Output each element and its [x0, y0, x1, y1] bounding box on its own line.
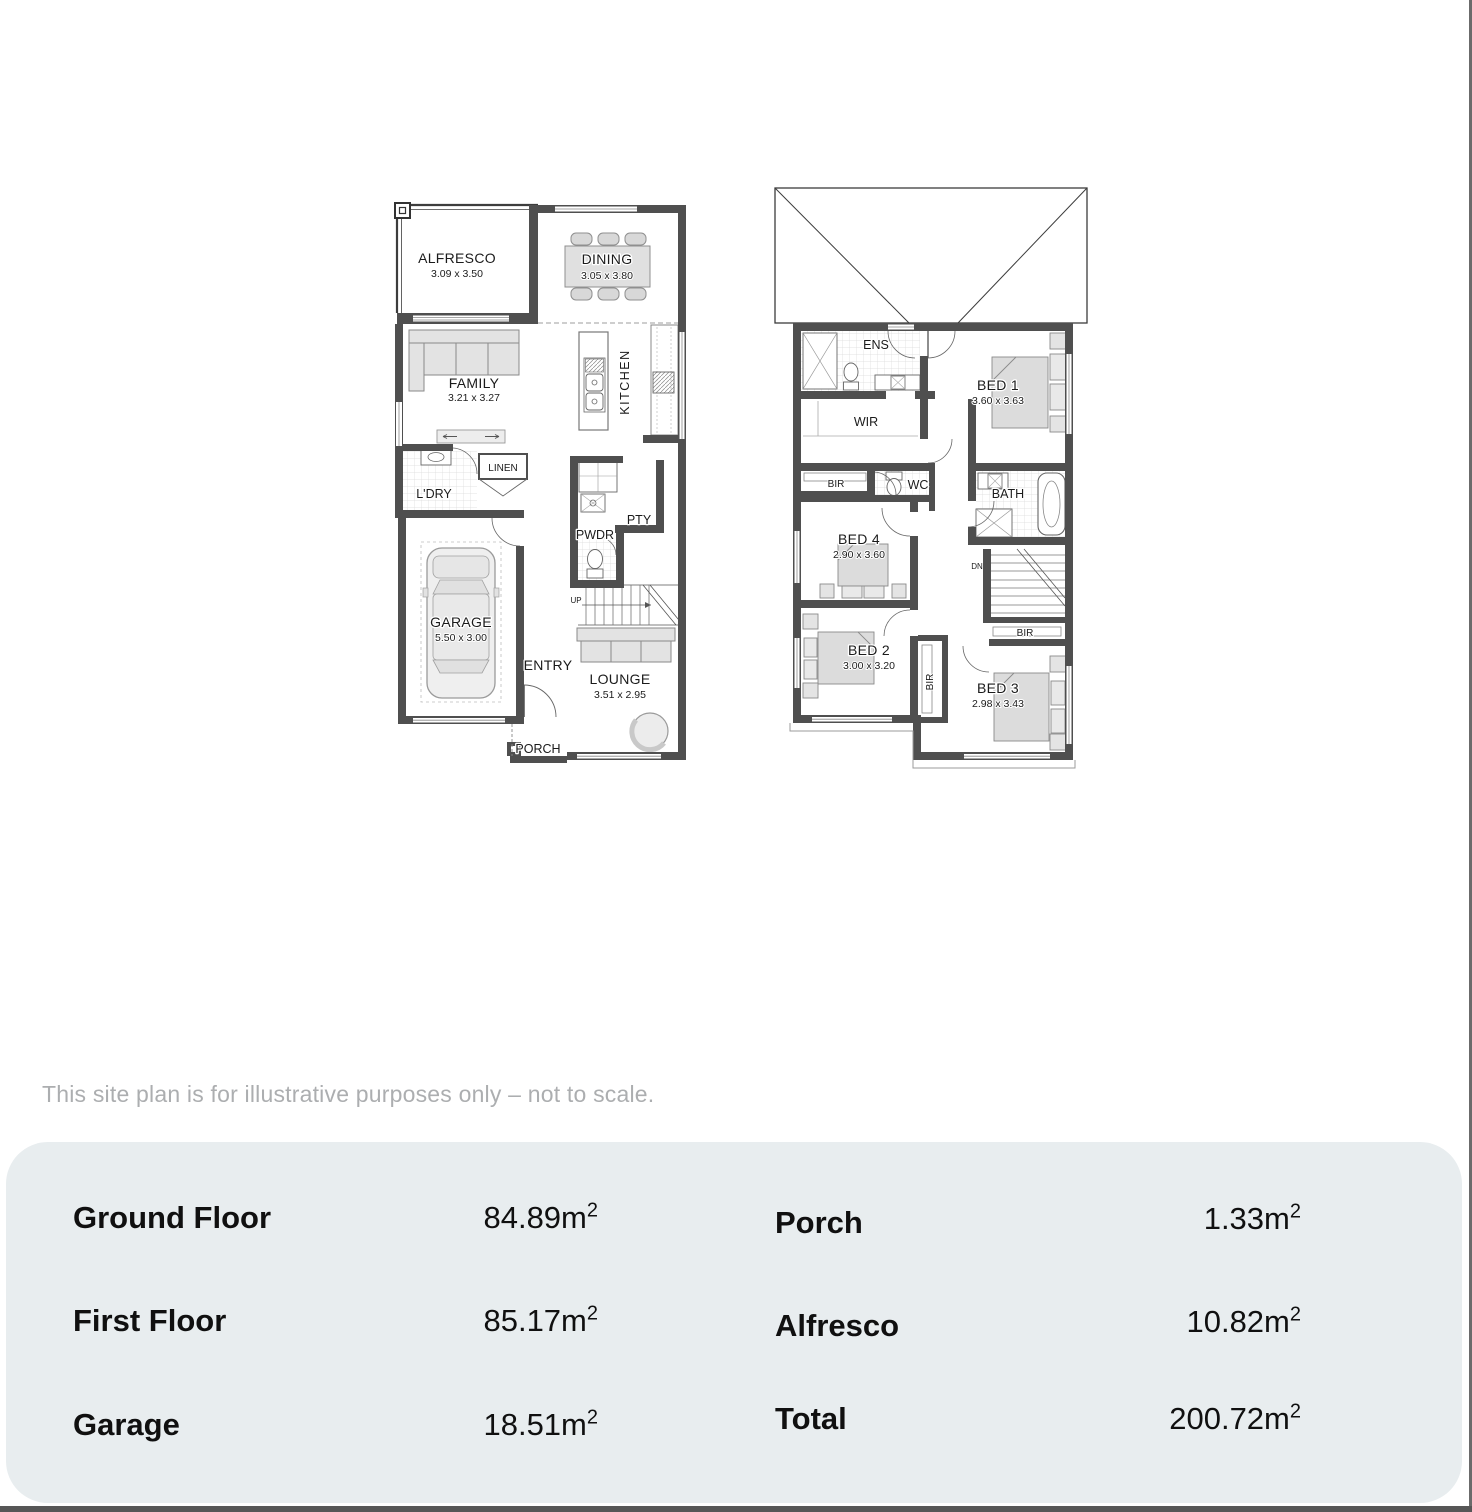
powder-toilet	[587, 550, 603, 579]
kitchen-label: KITCHEN	[618, 349, 632, 415]
stairs-up-label: UP	[570, 596, 582, 605]
lounge-dims: 3.51 x 2.95	[594, 689, 646, 701]
ground-floor-label: Ground Floor	[73, 1200, 272, 1235]
dining-label: DINING	[581, 251, 633, 267]
dining-dims: 3.05 x 3.80	[581, 270, 633, 282]
total-area-label: Total	[775, 1401, 847, 1436]
pantry-shelving	[579, 460, 617, 492]
lounge-label: LOUNGE	[589, 671, 651, 687]
lounge-sofa	[577, 628, 675, 662]
total-area-value	[981, 1400, 1301, 1438]
linen-label: LINEN	[488, 463, 518, 474]
first-floor-value-text: 85.17m	[483, 1303, 587, 1338]
porch-area-value	[981, 1200, 1301, 1238]
wc-label: WC	[907, 478, 929, 492]
laundry-sink	[421, 449, 451, 465]
porch-area-value-sup: 2	[1289, 1200, 1301, 1223]
first-floor-plan	[772, 186, 1092, 796]
alfresco-dims: 3.09 x 3.50	[431, 268, 483, 280]
bed2-label: BED 2	[848, 642, 890, 658]
stairs-up	[578, 585, 683, 625]
garage-area-value	[278, 1406, 598, 1444]
cooktop	[653, 372, 674, 393]
porch-area-label: Porch	[775, 1205, 863, 1240]
bed3-label: BED 3	[977, 680, 1019, 696]
bed4-label: BED 4	[838, 531, 880, 547]
entry-label: ENTRY	[523, 657, 573, 673]
bath-tub	[1038, 473, 1065, 535]
lounge-armchair	[632, 713, 668, 750]
roof-outline	[775, 188, 1087, 323]
page-bottom-border	[0, 1506, 1472, 1512]
family-label: FAMILY	[448, 375, 500, 391]
porch-label: PORCH	[515, 742, 561, 756]
garage-door-arc	[492, 518, 520, 546]
entry-door	[524, 685, 556, 717]
ens-toilet	[844, 363, 859, 390]
garage-area-label: Garage	[73, 1407, 180, 1442]
first-floor-value	[278, 1302, 598, 1340]
ground-floor-value-text: 84.89m	[483, 1200, 587, 1235]
bed2-dims: 3.00 x 3.20	[843, 660, 895, 672]
bir-left-label: BIR	[827, 479, 845, 490]
kitchen-island	[579, 332, 608, 430]
total-area-value-sup: 2	[1289, 1400, 1301, 1423]
laundry-label: L'DRY	[416, 487, 452, 501]
bir-mid-label: BIR	[925, 673, 936, 691]
stairs-down	[991, 549, 1065, 613]
ground-floor-value-sup: 2	[586, 1199, 598, 1222]
porch-area-value-text: 1.33m	[1203, 1201, 1290, 1236]
ens-label: ENS	[863, 338, 889, 352]
powder-label: PWDR	[575, 528, 615, 542]
bed4-dims: 2.90 x 3.60	[833, 549, 885, 561]
disclaimer-text: This site plan is for illustrative purposes only – not to scale.	[42, 1081, 655, 1107]
ground-floor-plan	[393, 192, 693, 792]
stairs-down-label: DN	[971, 562, 983, 571]
wc-toilet	[886, 472, 902, 496]
alfresco-area-value	[981, 1303, 1301, 1341]
family-bench	[437, 430, 505, 443]
kitchen-bench	[651, 325, 678, 435]
first-floor-value-sup: 2	[586, 1302, 598, 1325]
garage-area-value-sup: 2	[586, 1406, 598, 1429]
bir-right-label: BIR	[1016, 628, 1034, 639]
alfresco-label: ALFRESCO	[418, 250, 496, 266]
bath-label: BATH	[991, 487, 1025, 501]
linen-closet	[479, 454, 527, 496]
total-area-value-text: 200.72m	[1169, 1401, 1290, 1436]
pantry-label: PTY	[626, 513, 652, 527]
garage-label: GARAGE	[430, 614, 492, 630]
bed1-dims: 3.60 x 3.63	[972, 395, 1024, 407]
alfresco-area-label: Alfresco	[775, 1308, 900, 1343]
family-dims: 3.21 x 3.27	[448, 392, 500, 404]
bed1-label: BED 1	[977, 377, 1019, 393]
area-summary-card	[6, 1142, 1462, 1503]
ground-floor-value	[278, 1199, 598, 1237]
alfresco-area-value-sup: 2	[1289, 1303, 1301, 1326]
garage-dims: 5.50 x 3.00	[435, 632, 487, 644]
first-floor-label: First Floor	[73, 1303, 227, 1338]
powder-basin	[581, 494, 605, 512]
bed3-dims: 2.98 x 3.43	[972, 698, 1024, 710]
ens-vanity	[875, 375, 920, 390]
ens-shower	[803, 333, 837, 389]
alfresco-area-value-text: 10.82m	[1186, 1304, 1290, 1339]
wir-label: WIR	[853, 415, 879, 429]
garage-area-value-text: 18.51m	[483, 1407, 587, 1442]
